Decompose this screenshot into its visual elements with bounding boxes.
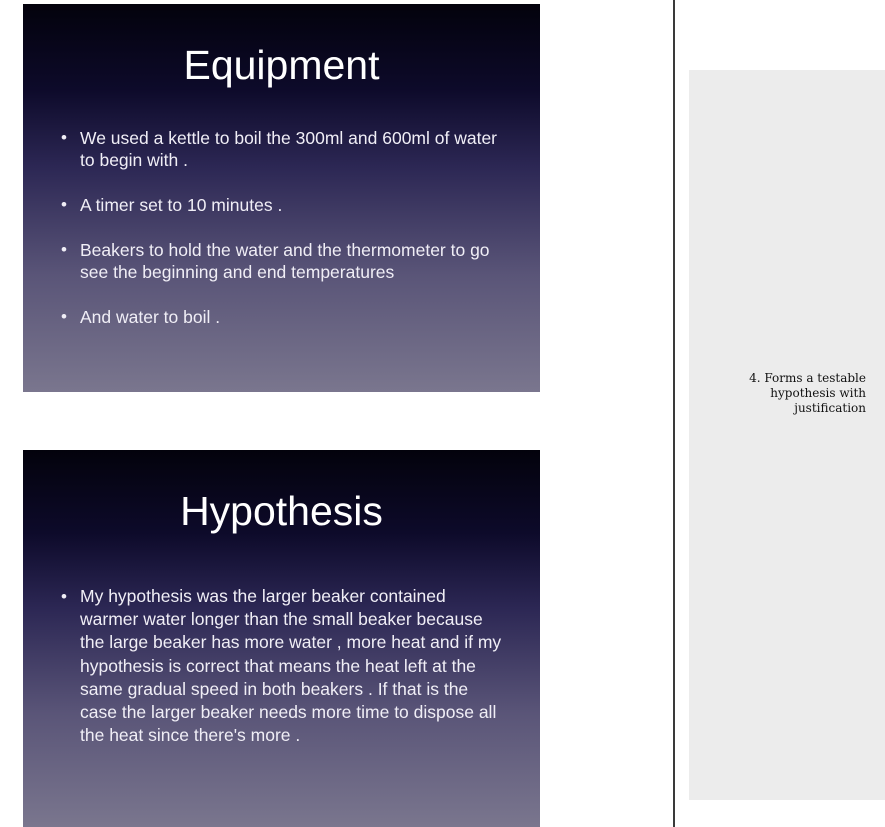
bullet-text: A timer set to 10 minutes . [80, 195, 283, 215]
criterion-label: 4. Forms a testable hypothesis with justification [749, 371, 866, 415]
bullet-item [23, 239, 540, 283]
bullet-text: We used a kettle to boil the 300ml and 600ml of water to begin with . [80, 128, 498, 170]
bullet-list [23, 585, 540, 747]
bullet-icon: • [61, 195, 67, 214]
bullet-item [23, 127, 540, 171]
slide-equipment [23, 4, 540, 392]
bullet-list [23, 127, 540, 328]
bullet-text: And water to boil . [80, 307, 221, 327]
bullet-item [23, 585, 540, 747]
bullet-icon: • [61, 587, 67, 606]
criteria-panel [689, 70, 885, 800]
slide-title: Equipment [183, 42, 380, 88]
bullet-item [23, 306, 540, 328]
slide-title: Hypothesis [180, 488, 383, 534]
slide-hypothesis [23, 450, 540, 827]
bullet-icon: • [61, 128, 67, 147]
column-divider [673, 0, 675, 827]
bullet-icon: • [61, 240, 67, 259]
bullet-item [23, 194, 540, 216]
bullet-text: My hypothesis was the larger beaker contained warmer water longer than the small beaker because the large beaker has more water , more heat and if my hypothesis is correct that means the heat left at the same gradual speed in both beakers . If that is the case the larger beaker needs more time to dispose all the heat since there's more . [80, 586, 502, 746]
bullet-icon: • [61, 307, 67, 326]
bullet-text: Beakers to hold the water and the thermometer to go see the beginning and end temperatures [80, 240, 490, 282]
